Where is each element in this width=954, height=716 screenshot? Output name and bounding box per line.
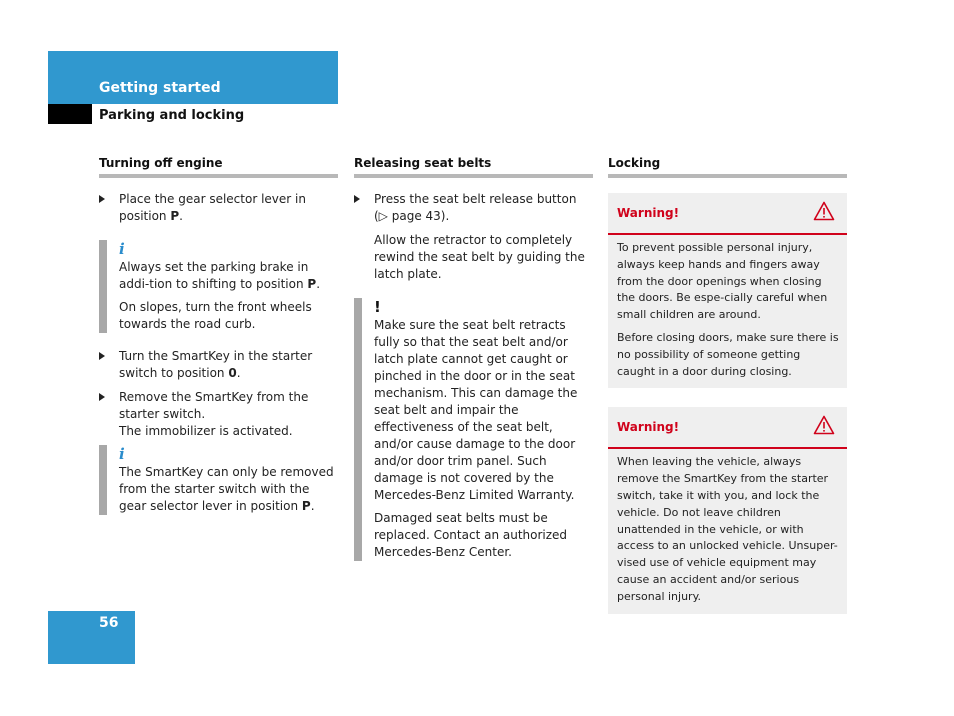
info-note-parking-brake [99, 240, 338, 333]
bullet-arrow-icon [99, 393, 105, 401]
step-turn-smartkey: Turn the SmartKey in the starter switch to position 0. [99, 348, 338, 382]
note-paragraph: Always set the parking brake in addi-tion to shifting to position P. [119, 260, 321, 291]
warning-box-children [608, 407, 847, 613]
retractor-paragraph: Allow the retractor to completely rewind the seat belt by guiding the latch plate. [374, 233, 585, 281]
info-note-smartkey-removal [99, 445, 338, 515]
step-press-release-button: Press the seat belt release button (▷ page 43). [354, 191, 593, 225]
exclamation-icon: ! [374, 298, 381, 316]
page-number: 56 [99, 615, 119, 631]
column-turning-off-engine [99, 156, 338, 515]
info-icon: i [119, 445, 125, 463]
page-reference: (▷ page 43). [374, 209, 450, 223]
step-shift-to-park: Place the gear selector lever in position P. [99, 191, 338, 225]
note-paragraph: The SmartKey can only be removed from the starter switch with the gear selector lever in position P. [119, 465, 334, 513]
warning-body: When leaving the vehicle, always remove the SmartKey from the starter switch, take it with you, and lock the vehicle. Do not leave children unattended in the vehicle, or with access to an unlocked vehicle. Unsuper-vised use of vehicle equipment may cause an accident and/or serious personal injury. [617, 455, 838, 603]
warning-box-doors [608, 193, 847, 388]
bullet-arrow-icon [99, 352, 105, 360]
note-bar [354, 298, 362, 561]
section-marker [48, 104, 92, 124]
note-paragraph: On slopes, turn the front wheels towards the road curb. [119, 300, 312, 331]
warning-header [608, 407, 847, 449]
note-paragraph: Make sure the seat belt retracts fully so that the seat belt and/or latch plate cannot get caught or pinched in the door or in the seat mechanism. This can damage the seat belt and impair the effectiveness of the seat belt, and/or cause damage to the door and/or door trim panel. Such damage is not covered by the Mercedes-Benz Limited Warranty. [374, 318, 578, 502]
column-title: Releasing seat belts [354, 156, 593, 178]
column-title: Locking [608, 156, 847, 178]
info-icon: i [119, 240, 125, 258]
note-bar [99, 240, 107, 333]
header-band [48, 51, 338, 104]
warning-triangle-icon [813, 415, 835, 435]
subsection-title: Parking and locking [99, 108, 245, 123]
column-releasing-seat-belts [354, 156, 593, 561]
warning-header [608, 193, 847, 235]
note-bar [99, 445, 107, 515]
caution-note-seat-belt [354, 298, 593, 561]
warning-triangle-icon [813, 201, 835, 221]
footer-band [48, 611, 135, 664]
warning-body: To prevent possible personal injury, always keep hands and fingers away from the door openings when closing the doors. Be espe-cially careful when small children are around. Before closing doors, make sure there is no possibility of someone getting caught in a door during closing. [617, 241, 839, 378]
warning-label: Warning! [617, 420, 680, 435]
section-title: Getting started [99, 80, 221, 96]
column-locking [608, 156, 847, 614]
step-remove-smartkey: Remove the SmartKey from the starter switch. The immobilizer is activated. [99, 389, 338, 440]
bullet-arrow-icon [354, 195, 360, 203]
warning-label: Warning! [617, 206, 680, 220]
column-title: Turning off engine [99, 156, 338, 178]
note-paragraph: Damaged seat belts must be replaced. Contact an authorized Mercedes-Benz Center. [374, 511, 568, 559]
bullet-arrow-icon [99, 195, 105, 203]
